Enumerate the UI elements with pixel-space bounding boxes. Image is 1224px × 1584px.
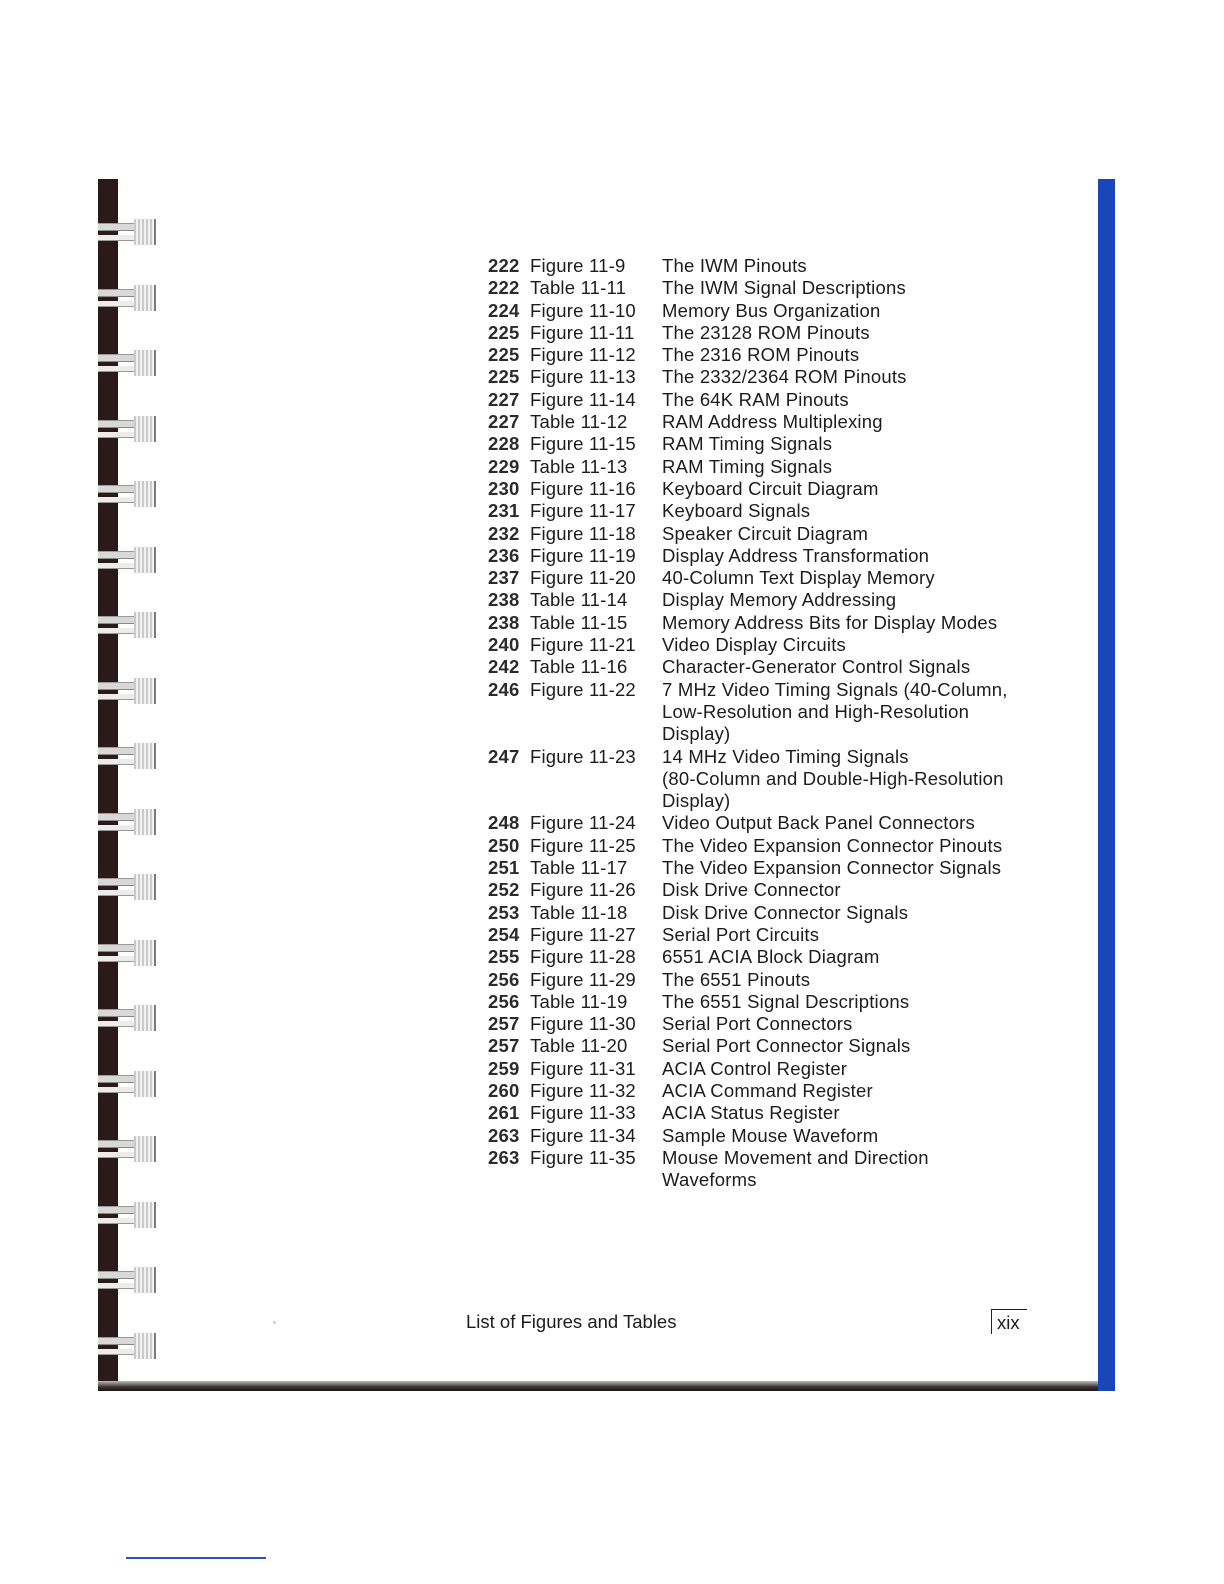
entry-title: RAM Address Multiplexing xyxy=(662,411,883,433)
entry-page-number: 263 xyxy=(488,1124,520,1146)
entry-page-number: 246 xyxy=(488,678,520,700)
entry-reference xyxy=(524,701,662,723)
list-item xyxy=(488,478,1038,500)
entry-reference: Figure 11-14 xyxy=(530,388,636,410)
entry-reference: Table 11-11 xyxy=(530,277,627,299)
list-item xyxy=(488,277,1038,299)
list-item xyxy=(488,1102,1038,1124)
entry-page-number: 256 xyxy=(488,968,520,990)
entry-title: Disk Drive Connector Signals xyxy=(662,901,909,923)
entry-title: ACIA Status Register xyxy=(662,1102,840,1124)
list-item xyxy=(488,567,1038,589)
entry-title: Character-Generator Control Signals xyxy=(662,656,971,678)
spiral-coil xyxy=(98,479,156,511)
entry-title: Memory Bus Organization xyxy=(662,299,881,321)
entry-page-number: 248 xyxy=(488,812,520,834)
entry-page-number: 257 xyxy=(488,1035,520,1057)
entry-title: Keyboard Circuit Diagram xyxy=(662,477,879,499)
list-item xyxy=(488,746,1038,768)
entry-page-number: 260 xyxy=(488,1079,520,1101)
entry-title: 6551 ACIA Block Diagram xyxy=(662,946,880,968)
entry-page-number: 222 xyxy=(488,277,520,299)
entry-reference: Figure 11-21 xyxy=(530,634,636,656)
list-item xyxy=(488,701,1038,723)
list-item xyxy=(488,902,1038,924)
entry-reference: Figure 11-24 xyxy=(530,812,636,834)
entry-page-number: 251 xyxy=(488,857,520,879)
list-item xyxy=(488,300,1038,322)
entry-page-number xyxy=(488,768,524,790)
list-item xyxy=(488,656,1038,678)
entry-page-number xyxy=(488,790,524,812)
entry-reference: Figure 11-31 xyxy=(530,1057,636,1079)
list-item xyxy=(488,545,1038,567)
entry-reference: Table 11-16 xyxy=(530,656,628,678)
entry-reference: Figure 11-25 xyxy=(530,834,636,856)
entry-reference: Figure 11-13 xyxy=(530,366,636,388)
entry-reference: Figure 11-27 xyxy=(530,923,636,945)
entry-page-number: 238 xyxy=(488,611,520,633)
entry-reference: Figure 11-30 xyxy=(530,1013,636,1035)
list-item xyxy=(488,924,1038,946)
entry-title: 7 MHz Video Timing Signals (40-Column, xyxy=(662,678,1008,700)
entry-reference: Figure 11-26 xyxy=(530,879,636,901)
entry-title: The 6551 Pinouts xyxy=(662,968,811,990)
entry-page-number: 228 xyxy=(488,433,520,455)
spiral-coil xyxy=(98,1069,156,1101)
list-item xyxy=(488,835,1038,857)
entry-title: Video Display Circuits xyxy=(662,634,846,656)
spiral-coil xyxy=(98,1331,156,1363)
entry-title: RAM Timing Signals xyxy=(662,455,833,477)
spiral-coil xyxy=(98,1134,156,1166)
entry-title: Display) xyxy=(662,790,731,812)
entry-page-number: 257 xyxy=(488,1013,520,1035)
entry-page-number: 238 xyxy=(488,589,520,611)
list-item xyxy=(488,790,1038,812)
entry-title: Serial Port Circuits xyxy=(662,923,820,945)
entry-title: ACIA Command Register xyxy=(662,1079,873,1101)
list-item xyxy=(488,1035,1038,1057)
spiral-coil xyxy=(98,283,156,315)
entry-title: 40-Column Text Display Memory xyxy=(662,567,935,589)
page-edge-blue xyxy=(1098,179,1115,1391)
entry-title: Waveforms xyxy=(662,1169,757,1191)
entry-page-number: 236 xyxy=(488,544,520,566)
list-item xyxy=(488,366,1038,388)
entry-reference: Table 11-12 xyxy=(530,411,628,433)
entry-title: Display Memory Addressing xyxy=(662,589,897,611)
spiral-coil xyxy=(98,610,156,642)
figures-tables-list xyxy=(488,255,1038,1191)
list-item xyxy=(488,634,1038,656)
entry-page-number: 224 xyxy=(488,299,520,321)
entry-reference: Figure 11-33 xyxy=(530,1102,636,1124)
list-item xyxy=(488,255,1038,277)
entry-page-number: 225 xyxy=(488,366,520,388)
entry-title: Disk Drive Connector xyxy=(662,879,841,901)
entry-title: Display Address Transformation xyxy=(662,544,930,566)
entry-page-number: 227 xyxy=(488,388,520,410)
list-item xyxy=(488,589,1038,611)
list-item xyxy=(488,812,1038,834)
spiral-coil xyxy=(98,676,156,708)
entry-page-number: 256 xyxy=(488,990,520,1012)
entry-page-number: 255 xyxy=(488,946,520,968)
entry-reference: Figure 11-9 xyxy=(530,255,626,276)
list-item xyxy=(488,612,1038,634)
entry-reference: Table 11-13 xyxy=(530,455,628,477)
list-item xyxy=(488,879,1038,901)
list-item xyxy=(488,523,1038,545)
entry-title: The 2316 ROM Pinouts xyxy=(662,344,860,366)
entry-page-number: 229 xyxy=(488,455,520,477)
entry-title: RAM Timing Signals xyxy=(662,433,833,455)
spiral-coil xyxy=(98,348,156,380)
entry-reference: Table 11-18 xyxy=(530,901,628,923)
entry-title: Video Output Back Panel Connectors xyxy=(662,812,975,834)
entry-title: Memory Address Bits for Display Modes xyxy=(662,611,998,633)
entry-title: Display) xyxy=(662,723,731,745)
entry-reference: Table 11-15 xyxy=(530,611,628,633)
list-item xyxy=(488,500,1038,522)
entry-title: The Video Expansion Connector Signals xyxy=(662,857,1002,879)
entry-reference: Figure 11-29 xyxy=(530,968,636,990)
list-item xyxy=(488,723,1038,745)
scan-artifact-line xyxy=(126,1557,266,1559)
spiral-coil xyxy=(98,414,156,446)
entry-reference: Figure 11-18 xyxy=(530,522,636,544)
entry-title: Low-Resolution and High-Resolution xyxy=(662,700,970,722)
list-item xyxy=(488,857,1038,879)
entry-reference: Figure 11-15 xyxy=(530,433,636,455)
spiral-binding xyxy=(98,179,158,1391)
spiral-coil xyxy=(98,872,156,904)
entry-title: Sample Mouse Waveform xyxy=(662,1124,879,1146)
entry-reference: Figure 11-10 xyxy=(530,299,636,321)
entry-page-number: 227 xyxy=(488,411,520,433)
entry-reference: Figure 11-20 xyxy=(530,567,636,589)
entry-title: Speaker Circuit Diagram xyxy=(662,522,869,544)
entry-title: Keyboard Signals xyxy=(662,500,811,522)
entry-page-number: 225 xyxy=(488,344,520,366)
entry-reference: Figure 11-32 xyxy=(530,1079,636,1101)
book-page xyxy=(98,179,1115,1391)
list-item xyxy=(488,679,1038,701)
entry-page-number: 237 xyxy=(488,567,520,589)
entry-reference: Figure 11-19 xyxy=(530,544,636,566)
entry-reference: Table 11-14 xyxy=(530,589,628,611)
list-item xyxy=(488,1147,1038,1169)
entry-page-number: 222 xyxy=(488,255,520,276)
entry-reference: Figure 11-11 xyxy=(530,321,635,343)
list-item xyxy=(488,433,1038,455)
list-item xyxy=(488,389,1038,411)
list-item xyxy=(488,991,1038,1013)
entry-page-number: 247 xyxy=(488,745,520,767)
entry-reference: Figure 11-17 xyxy=(530,500,636,522)
list-item xyxy=(488,1080,1038,1102)
running-footer: List of Figures and Tables xyxy=(466,1311,677,1332)
entry-title: The IWM Pinouts xyxy=(662,255,807,276)
page-number: xix xyxy=(991,1309,1027,1334)
list-item xyxy=(488,969,1038,991)
entry-page-number xyxy=(488,723,524,745)
list-item xyxy=(488,1169,1038,1191)
entry-page-number: 250 xyxy=(488,834,520,856)
spiral-coil xyxy=(98,217,156,249)
entry-reference: Figure 11-28 xyxy=(530,946,636,968)
entry-page-number: 231 xyxy=(488,500,520,522)
list-item xyxy=(488,411,1038,433)
entry-page-number: 240 xyxy=(488,634,520,656)
entry-page-number: 242 xyxy=(488,656,520,678)
entry-reference xyxy=(524,723,662,745)
list-item xyxy=(488,768,1038,790)
entry-reference: Figure 11-23 xyxy=(530,745,636,767)
spiral-coil xyxy=(98,1003,156,1035)
entry-reference: Table 11-19 xyxy=(530,990,628,1012)
entry-title: The 23128 ROM Pinouts xyxy=(662,321,870,343)
entry-title: The 6551 Signal Descriptions xyxy=(662,990,910,1012)
entry-page-number xyxy=(488,1169,524,1191)
entry-reference: Figure 11-22 xyxy=(530,678,636,700)
entry-title: The 2332/2364 ROM Pinouts xyxy=(662,366,907,388)
entry-title: ACIA Control Register xyxy=(662,1057,848,1079)
entry-title: Serial Port Connectors xyxy=(662,1013,853,1035)
entry-reference: Table 11-20 xyxy=(530,1035,628,1057)
spiral-coil xyxy=(98,545,156,577)
entry-reference: Figure 11-16 xyxy=(530,477,636,499)
entry-reference: Figure 11-34 xyxy=(530,1124,636,1146)
spiral-coil xyxy=(98,1200,156,1232)
spiral-coil xyxy=(98,938,156,970)
entry-title: The Video Expansion Connector Pinouts xyxy=(662,834,1003,856)
entry-title: (80-Column and Double-High-Resolution xyxy=(662,767,1004,789)
spiral-coil xyxy=(98,741,156,773)
list-item xyxy=(488,1058,1038,1080)
list-item xyxy=(488,322,1038,344)
entry-page-number: 263 xyxy=(488,1146,520,1168)
entry-page-number: 225 xyxy=(488,321,520,343)
list-item xyxy=(488,456,1038,478)
entry-title: The 64K RAM Pinouts xyxy=(662,388,849,410)
entry-page-number: 254 xyxy=(488,923,520,945)
entry-page-number: 259 xyxy=(488,1057,520,1079)
entry-reference: Table 11-17 xyxy=(530,857,628,879)
entry-page-number: 230 xyxy=(488,477,520,499)
entry-title: Serial Port Connector Signals xyxy=(662,1035,911,1057)
entry-page-number xyxy=(488,701,524,723)
entry-title: Mouse Movement and Direction xyxy=(662,1146,929,1168)
entry-page-number: 261 xyxy=(488,1102,520,1124)
page-bottom-edge xyxy=(98,1381,1098,1391)
list-item xyxy=(488,946,1038,968)
entry-reference xyxy=(524,768,662,790)
entry-page-number: 232 xyxy=(488,522,520,544)
scan-speck xyxy=(273,1321,276,1324)
entry-reference xyxy=(524,790,662,812)
list-item xyxy=(488,344,1038,366)
entry-title: 14 MHz Video Timing Signals xyxy=(662,745,909,767)
entry-page-number: 253 xyxy=(488,901,520,923)
entry-reference: Figure 11-35 xyxy=(530,1146,636,1168)
spiral-coil xyxy=(98,807,156,839)
entry-reference xyxy=(524,1169,662,1191)
list-item xyxy=(488,1013,1038,1035)
spiral-coil xyxy=(98,1265,156,1297)
entry-title: The IWM Signal Descriptions xyxy=(662,277,906,299)
list-item xyxy=(488,1125,1038,1147)
entry-page-number: 252 xyxy=(488,879,520,901)
entry-reference: Figure 11-12 xyxy=(530,344,636,366)
